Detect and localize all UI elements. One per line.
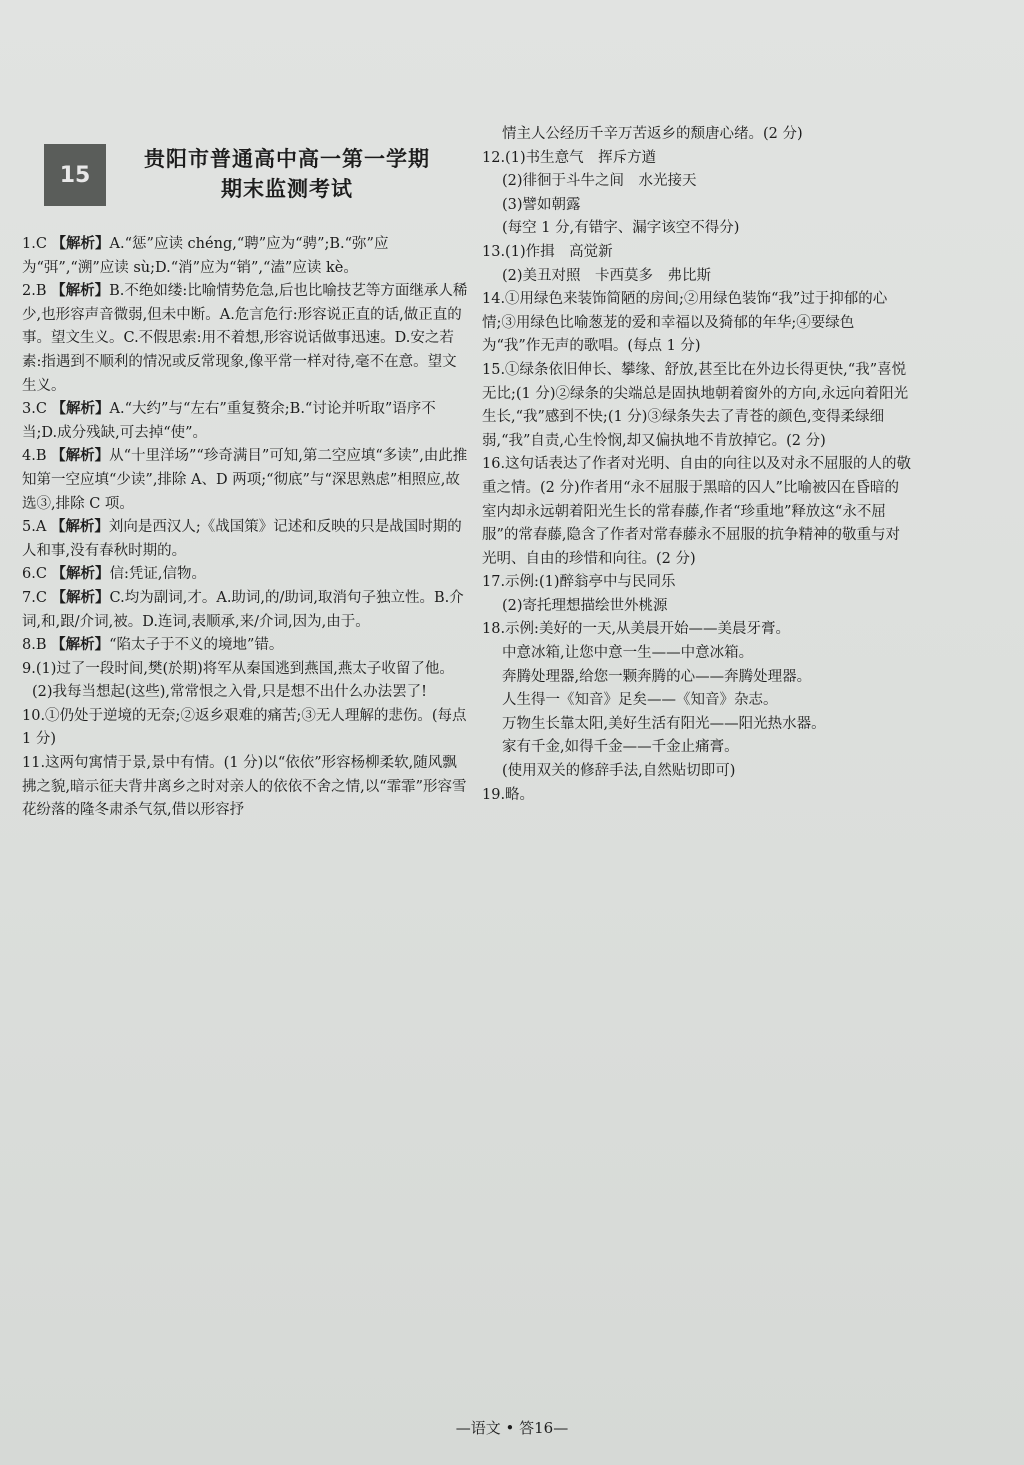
answer-10: 10.①仍处于逆境的无奈;②返乡艰难的痛苦;③无人理解的悲伤。(每点 1 分) [22, 707, 467, 748]
answer-text: 从“十里洋场”“珍奇满目”可知,第二空应填“多读”,由此推知第一空应填“少读”,排除 A、D 两项;“彻底”与“深思熟虑”相照应,故选③,排除 C 项。 [22, 448, 468, 512]
analysis-tag: 【解析】 [51, 401, 110, 418]
section-number-badge: 15 [44, 144, 106, 206]
answer-text: A.“大约”与“左右”重复赘余;B.“讨论并听取”语序不当;D.成分残缺,可去掉“使”。 [22, 401, 436, 441]
answer-text: 信:凭证,信物。 [109, 566, 207, 583]
analysis-tag: 【解析】 [51, 589, 110, 606]
answer-text: B.不绝如缕:比喻情势危急,后也比喻技艺等方面继承人稀少,也形容声音微弱,但未中断。A.危言危行:形容说正直的话,做正直的事。望文生义。C.不假思索:用不着想,形容说话做事迅速。D.安之若素:指遇到不顺利的情况或反常现象,像平常一样对待,毫不在意。望文生义。 [22, 283, 468, 394]
answer-number: 1.C [22, 236, 47, 252]
answer-6 [22, 563, 470, 587]
answer-8 [22, 634, 470, 658]
answer-text: A.“惩”应读 chéng,“聘”应为“骋”;B.“弥”应为“弭”,“溯”应读 sù;D.“消”应为“销”,“溘”应读 kè。 [22, 236, 389, 276]
answer-17-part-1: 17.示例:(1)醉翁亭中与民同乐 [482, 574, 676, 591]
analysis-tag: 【解析】 [51, 236, 110, 252]
answer-4 [22, 445, 470, 516]
answer-13-part-2: (2)美丑对照 卡西莫多 弗比斯 [502, 267, 712, 284]
answer-19: 19.略。 [482, 786, 535, 803]
analysis-tag: 【解析】 [51, 448, 110, 465]
answer-18-part-4: 人生得一《知音》足矣——《知音》杂志。 [502, 692, 778, 709]
answer-number: 5.A [22, 519, 47, 536]
answer-14: 14.①用绿色来装饰简陋的房间;②用绿色装饰“我”过于抑郁的心情;③用绿色比喻葱茏的爱和幸福以及猗郁的年华;④要绿色为“我”作无声的歌唱。(每点 1 分) [482, 291, 888, 355]
answer-12-part-1: 12.(1)书生意气 挥斥方遒 [482, 149, 657, 166]
answer-9-part-1: 9.(1)过了一段时间,樊(於期)将军从秦国逃到燕国,燕太子收留了他。 [22, 660, 454, 677]
answer-5 [22, 516, 470, 563]
answer-18-note: (使用双关的修辞手法,自然贴切即可) [502, 763, 736, 780]
answer-number: 6.C [22, 566, 47, 583]
answer-number: 7.C [22, 589, 47, 606]
analysis-tag: 【解析】 [50, 519, 109, 536]
answer-number: 4.B [22, 448, 47, 465]
answer-text: C.均为副词,才。A.助词,的/助词,取消句子独立性。B.介词,和,跟/介词,被。D.连词,表顺承,来/介词,因为,由于。 [22, 589, 464, 630]
analysis-tag: 【解析】 [51, 283, 110, 300]
analysis-tag: 【解析】 [51, 637, 110, 654]
answer-1 [22, 233, 470, 280]
answer-18-part-3: 奔腾处理器,给您一颗奔腾的心——奔腾处理器。 [502, 668, 812, 685]
page-footer: —语文 • 答16— [455, 1419, 569, 1437]
section-header [44, 144, 464, 224]
left-column [22, 233, 470, 823]
right-column [482, 123, 912, 807]
answer-text: 刘向是西汉人;《战国策》记述和反映的只是战国时期的人和事,没有春秋时期的。 [22, 519, 462, 559]
title-line-2: 期末监测考试 [221, 177, 353, 201]
answer-15: 15.①绿条依旧伸长、攀缘、舒放,甚至比在外边长得更快,“我”喜悦无比;(1 分)②绿条的尖端总是固执地朝着窗外的方向,永远向着阳光生长,“我”感到不快;(1 分)③绿条失去了青苍的颜色,变得柔绿细弱,“我”自责,心生怜悯,却又偏执地不肯放掉它。(2 分) [482, 361, 909, 449]
answer-9-part-2: (2)我每当想起(这些),常常恨之入骨,只是想不出什么办法罢了! [32, 684, 427, 701]
answer-16: 16.这句话表达了作者对光明、自由的向往以及对永不屈服的人的敬重之情。(2 分)作者用“永不屈服于黑暗的囚人”比喻被囚在昏暗的室内却永远朝着阳光生长的常春藤,作者“珍重地”释放这“永不屈服”的常春藤,隐含了作者对常春藤永不屈服的抗争精神的敬重与对光明、自由的珍惜和向往。(2 分) [482, 456, 912, 567]
answer-number: 8.B [22, 637, 47, 654]
answer-18-part-1: 18.示例:美好的一天,从美晨开始——美晨牙膏。 [482, 621, 791, 638]
answer-2 [22, 280, 470, 398]
analysis-tag: 【解析】 [51, 566, 110, 583]
answer-11: 11.这两句寓情于景,景中有情。(1 分)以“依依”形容杨柳柔软,随风飘拂之貌,暗示征夫背井离乡之时对亲人的依依不舍之情,以“霏霏”形容雪花纷落的隆冬肃杀气氛,借以形容抒 [22, 755, 467, 819]
answer-number: 2.B [22, 283, 47, 300]
answer-18-part-6: 家有千金,如得千金——千金止痛膏。 [502, 739, 739, 756]
answer-12-part-3: (3)譬如朝露 [502, 196, 581, 213]
answer-17-part-2: (2)寄托理想描绘世外桃源 [502, 597, 668, 614]
answer-text: “陷太子于不义的境地”错。 [109, 637, 284, 654]
answer-11-continued: 情主人公经历千辛万苦返乡的颓唐心绪。(2 分) [502, 126, 803, 142]
answer-18-part-5: 万物生长靠太阳,美好生活有阳光——阳光热水器。 [502, 715, 826, 732]
page-title [110, 144, 464, 204]
answer-13-part-1: 13.(1)作揖 高觉新 [482, 243, 613, 260]
answer-12-note: (每空 1 分,有错字、漏字该空不得分) [502, 220, 740, 237]
answer-12-part-2: (2)徘徊于斗牛之间 水光接天 [502, 173, 697, 190]
title-line-1: 贵阳市普通高中高一第一学期 [144, 147, 430, 171]
answer-number: 3.C [22, 401, 47, 418]
answer-3 [22, 398, 470, 445]
answer-7 [22, 587, 470, 634]
answer-18-part-2: 中意冰箱,让您中意一生——中意冰箱。 [502, 645, 754, 662]
